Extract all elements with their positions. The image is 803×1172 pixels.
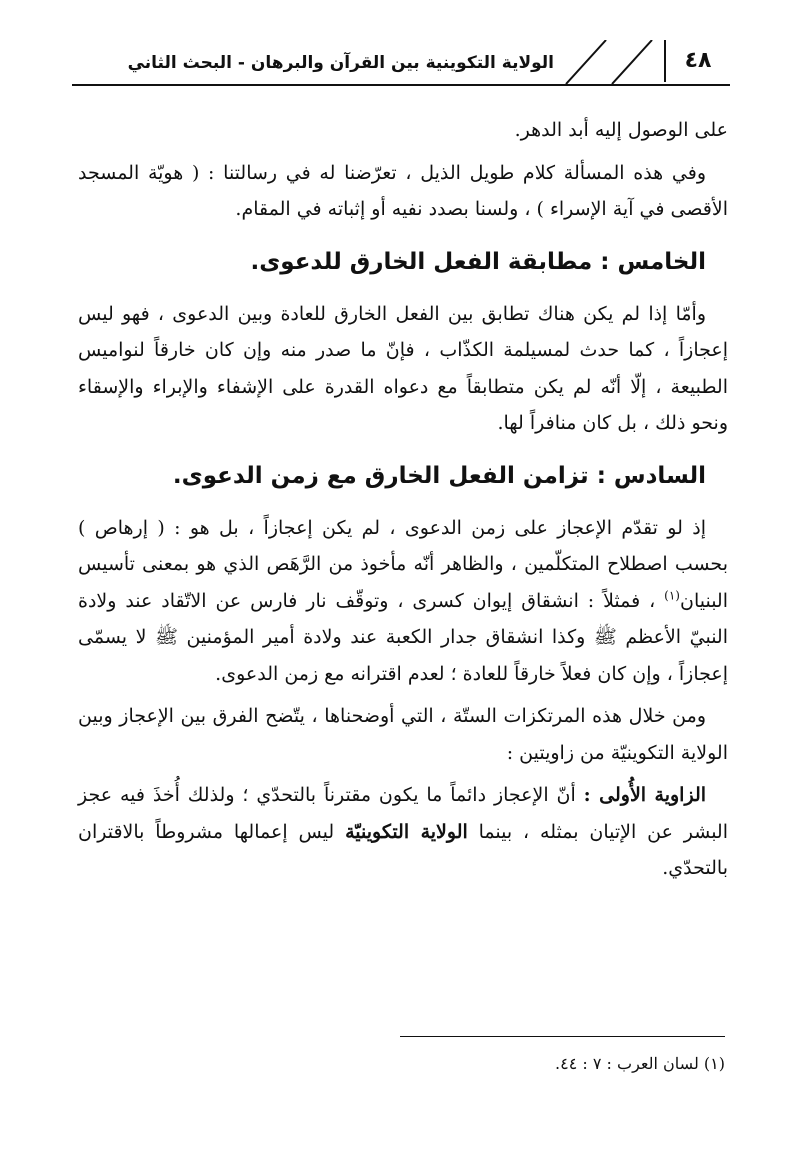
first-angle-label: الزاوية الأُولى : — [583, 784, 707, 806]
paragraph-4-text-b: ، فمثلاً : انشقاق إيوان كسرى ، وتوقّف نار فارس عن الاتّقاد عند ولادة النبيّ الأعظم ﷺ وكذا انشقاق جدار الكعبة عند ولادة أمير المؤمنين ﷺ لا يسمّى إعجازاً ، وإن كان فعلاً خارقاً للعادة ؛ لعدم اقترانه مع زمن الدعوى. — [78, 589, 728, 685]
paragraph-2: وفي هذه المسألة كلام طويل الذيل ، تعرّضنا له في رسالتنا : ( هويّة المسجد الأقصى في آية الإسراء ) ، ولسنا بصدد نفيه أو إثباته في المقام. — [78, 161, 728, 220]
footnote: (١) لسان العرب : ٧ : ٤٤. — [555, 1054, 725, 1073]
paragraph-6-text-a: أنّ الإعجاز دائماً ما يكون مقترناً بالتحدّي ؛ ولذلك أُخذَ فيه عجز البشر عن الإتيان بمثله ، بينما — [78, 784, 729, 843]
paragraph-6-text-b: ليس إعمالها مشروطاً بالاقتران بالتحدّي. — [78, 820, 728, 879]
footnote-reference[interactable]: (١) — [664, 588, 680, 603]
header-slash-ornament — [554, 40, 664, 84]
paragraph-6 — [78, 777, 728, 887]
heading-sixth: السادس : تزامن الفعل الخارق مع زمن الدعوى. — [172, 462, 706, 489]
paragraph-3: وأمّا إذا لم يكن هناك تطابق بين الفعل الخارق للعادة وبين الدعوى ، فهو ليس إعجازاً ، كما حدث لمسيلمة الكذّاب ، فإنّ ما صدر منه وإن كان خارقاً لنواميس الطبيعة ، إلّا أنّه لم يكن متطابقاً مع دعواه القدرة على الإشفاء والإبراء والإسقاء ونحو ذلك ، بل كان منافراً لها. — [78, 302, 728, 434]
paragraph-5: ومن خلال هذه المرتكزات الستّة ، التي أوضحناها ، يتّضح الفرق بين الإعجاز وبين الولاية التكوينيّة من زاويتين : — [78, 705, 728, 764]
paragraph-4 — [78, 510, 728, 693]
heading-fifth: الخامس : مطابقة الفعل الخارق للدعوى. — [250, 248, 706, 275]
paragraph-6-emphasis: الولاية التكوينيّة — [345, 820, 468, 843]
paragraph-4-text-a: إذ لو تقدّم الإعجاز على زمن الدعوى ، لم يكن إعجازاً ، بل هو : ( إرهاص ) بحسب اصطلاح المتكلّمين ، والظاهر أنّه مأخوذ من الرَّهَص الذي هو بمعنى تأسيس البنيان — [78, 516, 728, 612]
footnote-separator — [400, 1036, 725, 1037]
paragraph-1: على الوصول إليه أبد الدهر. — [514, 119, 728, 141]
page-number: ٤٨ — [664, 40, 730, 82]
header-rule — [72, 84, 730, 86]
running-header-title: الولاية التكوينية بين القرآن والبرهان - البحث الثاني — [127, 53, 554, 73]
main-text — [78, 112, 728, 887]
running-header — [72, 40, 730, 88]
